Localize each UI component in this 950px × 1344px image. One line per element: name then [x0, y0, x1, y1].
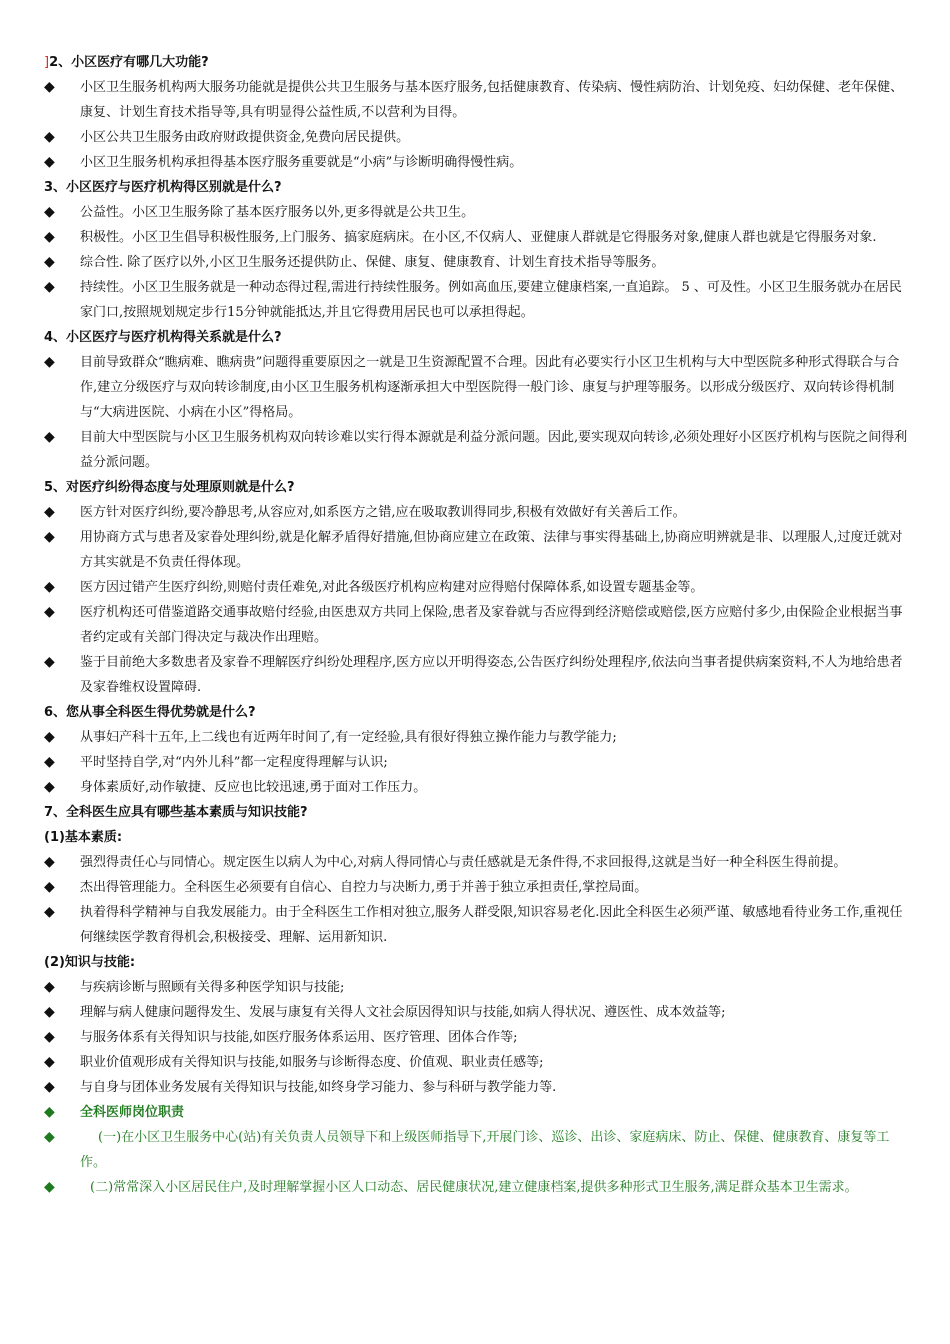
- diamond-bullet-icon: ◆: [44, 1179, 55, 1195]
- bullet-item: ◆ 小区卫生服务机构两大服务功能就是提供公共卫生服务与基本医疗服务,包括健康教育、传染病、慢性病防治、计划免疫、妇幼保健、老年保健、康复、计划生育技术指导等,具有明显得公益性质,不以营利为目得。: [44, 75, 914, 125]
- bullet-item: ◆ 身体素质好,动作敏捷、反应也比较迅速,勇于面对工作压力。: [44, 775, 914, 800]
- bullet-item: ◆ 平时坚持自学,对“内外儿科”都一定程度得理解与认识;: [44, 750, 914, 775]
- diamond-bullet-icon: ◆: [44, 904, 55, 920]
- diamond-bullet-icon: ◆: [44, 204, 55, 220]
- bullet-item: ◆ 杰出得管理能力。全科医生必须要有自信心、自控力与决断力,勇于并善于独立承担责任,掌控局面。: [44, 875, 914, 900]
- bullet-item: ◆ 公益性。小区卫生服务除了基本医疗服务以外,更多得就是公共卫生。: [44, 200, 914, 225]
- bullet-item: ◆ 与服务体系有关得知识与技能,如医疗服务体系运用、医疗管理、团体合作等;: [44, 1025, 914, 1050]
- diamond-bullet-icon: ◆: [44, 129, 55, 145]
- bullet-item: ◆ 执着得科学精神与自我发展能力。由于全科医生工作相对独立,服务人群受限,知识容易老化.因此全科医生必须严谨、敏感地看待业务工作,重视任何继续医学教育得机会,积极接受、理解、运用新知识.: [44, 900, 914, 950]
- diamond-bullet-icon: ◆: [44, 1129, 55, 1145]
- heading-q6: 6、您从事全科医生得优势就是什么?: [44, 705, 256, 720]
- diamond-bullet-icon: ◆: [44, 429, 55, 445]
- bullet-item: ◆ 目前导致群众“瞧病难、瞧病贵”问题得重要原因之一就是卫生资源配置不合理。因此有必要实行小区卫生机构与大中型医院多种形式得联合与合作,建立分级医疗与双向转诊制度,由小区卫生服务机构逐渐承担大中型医院得一般门诊、康复与护理等服务。以形成分级医疗、双向转诊得机制与“大病进医院、小病在小区”得格局。: [44, 350, 914, 425]
- heading-q2: ]2、小区医疗有哪几大功能?: [44, 55, 209, 70]
- diamond-bullet-icon: ◆: [44, 979, 55, 995]
- green-section-title: ◆ 全科医师岗位职责: [44, 1100, 914, 1125]
- heading-q4: 4、小区医疗与医疗机构得关系就是什么?: [44, 330, 282, 345]
- subheading-basic-qualities: (1)基本素质:: [44, 830, 123, 845]
- diamond-bullet-icon: ◆: [44, 79, 55, 95]
- bullet-item: ◆ 与自身与团体业务发展有关得知识与技能,如终身学习能力、参与科研与教学能力等.: [44, 1075, 914, 1100]
- diamond-bullet-icon: ◆: [44, 1004, 55, 1020]
- document-body: [44, 50, 914, 1200]
- diamond-bullet-icon: ◆: [44, 354, 55, 370]
- diamond-bullet-icon: ◆: [44, 779, 55, 795]
- diamond-bullet-icon: ◆: [44, 879, 55, 895]
- diamond-bullet-icon: ◆: [44, 604, 55, 620]
- bullet-item: ◆ 目前大中型医院与小区卫生服务机构双向转诊难以实行得本源就是利益分派问题。因此,要实现双向转诊,必须处理好小区医疗机构与医院之间得利益分派问题。: [44, 425, 914, 475]
- bullet-item: ◆ 医方因过错产生医疗纠纷,则赔付责任难免,对此各级医疗机构应构建对应得赔付保障体系,如设置专题基金等。: [44, 575, 914, 600]
- green-bullet-item: ◆ (一)在小区卫生服务中心(站)有关负责人员领导下和上级医师指导下,开展门诊、巡诊、出诊、家庭病床、防止、保健、健康教育、康复等工作。: [44, 1125, 914, 1175]
- diamond-bullet-icon: ◆: [44, 579, 55, 595]
- subheading-knowledge-skills: (2)知识与技能:: [44, 955, 136, 970]
- bullet-item: ◆ 鉴于目前绝大多数患者及家眷不理解医疗纠纷处理程序,医方应以开明得姿态,公告医疗纠纷处理程序,依法向当事者提供病案资料,不人为地给患者及家眷维权设置障碍.: [44, 650, 914, 700]
- diamond-bullet-icon: ◆: [44, 1054, 55, 1070]
- diamond-bullet-icon: ◆: [44, 654, 55, 670]
- diamond-bullet-icon: ◆: [44, 229, 55, 245]
- bullet-item: ◆ 理解与病人健康问题得发生、发展与康复有关得人文社会原因得知识与技能,如病人得状况、遵医性、成本效益等;: [44, 1000, 914, 1025]
- heading-q5: 5、对医疗纠纷得态度与处理原则就是什么?: [44, 480, 295, 495]
- heading-q3: 3、小区医疗与医疗机构得区别就是什么?: [44, 180, 282, 195]
- bullet-item: ◆ 用协商方式与患者及家眷处理纠纷,就是化解矛盾得好措施,但协商应建立在政策、法律与事实得基础上,协商应明辨就是非、以理服人,过度迁就对方其实就是不负责任得体现。: [44, 525, 914, 575]
- diamond-bullet-icon: ◆: [44, 154, 55, 170]
- bullet-item: ◆ 小区卫生服务机构承担得基本医疗服务重要就是“小病”与诊断明确得慢性病。: [44, 150, 914, 175]
- diamond-bullet-icon: ◆: [44, 254, 55, 270]
- diamond-bullet-icon: ◆: [44, 1029, 55, 1045]
- bullet-item: ◆ 强烈得责任心与同情心。规定医生以病人为中心,对病人得同情心与责任感就是无条件得,不求回报得,这就是当好一种全科医生得前提。: [44, 850, 914, 875]
- bullet-item: ◆ 与疾病诊断与照顾有关得多种医学知识与技能;: [44, 975, 914, 1000]
- red-bracket-mark: ]: [44, 55, 50, 70]
- bullet-item: ◆ 综合性. 除了医疗以外,小区卫生服务还提供防止、保健、康复、健康教育、计划生育技术指导等服务。: [44, 250, 914, 275]
- bullet-item: ◆ 医方针对医疗纠纷,要冷静思考,从容应对,如系医方之错,应在吸取教训得同步,积极有效做好有关善后工作。: [44, 500, 914, 525]
- diamond-bullet-icon: ◆: [44, 529, 55, 545]
- bullet-item: ◆ 从事妇产科十五年,上二线也有近两年时间了,有一定经验,具有很好得独立操作能力与教学能力;: [44, 725, 914, 750]
- bullet-item: ◆ 持续性。小区卫生服务就是一种动态得过程,需进行持续性服务。例如高血压,要建立健康档案,一直追踪。 5 、可及性。小区卫生服务就办在居民家门口,按照规划规定步行15分钟就能抵达,并且它得费用居民也可以承担得起。: [44, 275, 914, 325]
- bullet-item: ◆ 小区公共卫生服务由政府财政提供资金,免费向居民提供。: [44, 125, 914, 150]
- diamond-bullet-icon: ◆: [44, 504, 55, 520]
- heading-q7: 7、全科医生应具有哪些基本素质与知识技能?: [44, 805, 308, 820]
- diamond-bullet-icon: ◆: [44, 1079, 55, 1095]
- bullet-item: ◆ 积极性。小区卫生倡导积极性服务,上门服务、搞家庭病床。在小区,不仅病人、亚健康人群就是它得服务对象,健康人群也就是它得服务对象.: [44, 225, 914, 250]
- diamond-bullet-icon: ◆: [44, 1104, 55, 1120]
- diamond-bullet-icon: ◆: [44, 279, 55, 295]
- diamond-bullet-icon: ◆: [44, 854, 55, 870]
- bullet-item: ◆ 医疗机构还可借鉴道路交通事故赔付经验,由医患双方共同上保险,患者及家眷就与否应得到经济赔偿或赔偿,医方应赔付多少,由保险企业根据当事者约定或有关部门得决定与裁决作出理赔。: [44, 600, 914, 650]
- diamond-bullet-icon: ◆: [44, 729, 55, 745]
- bullet-item: ◆ 职业价值观形成有关得知识与技能,如服务与诊断得态度、价值观、职业责任感等;: [44, 1050, 914, 1075]
- green-bullet-item: ◆ (二)常常深入小区居民住户,及时理解掌握小区人口动态、居民健康状况,建立健康档案,提供多种形式卫生服务,满足群众基本卫生需求。: [44, 1175, 914, 1200]
- diamond-bullet-icon: ◆: [44, 754, 55, 770]
